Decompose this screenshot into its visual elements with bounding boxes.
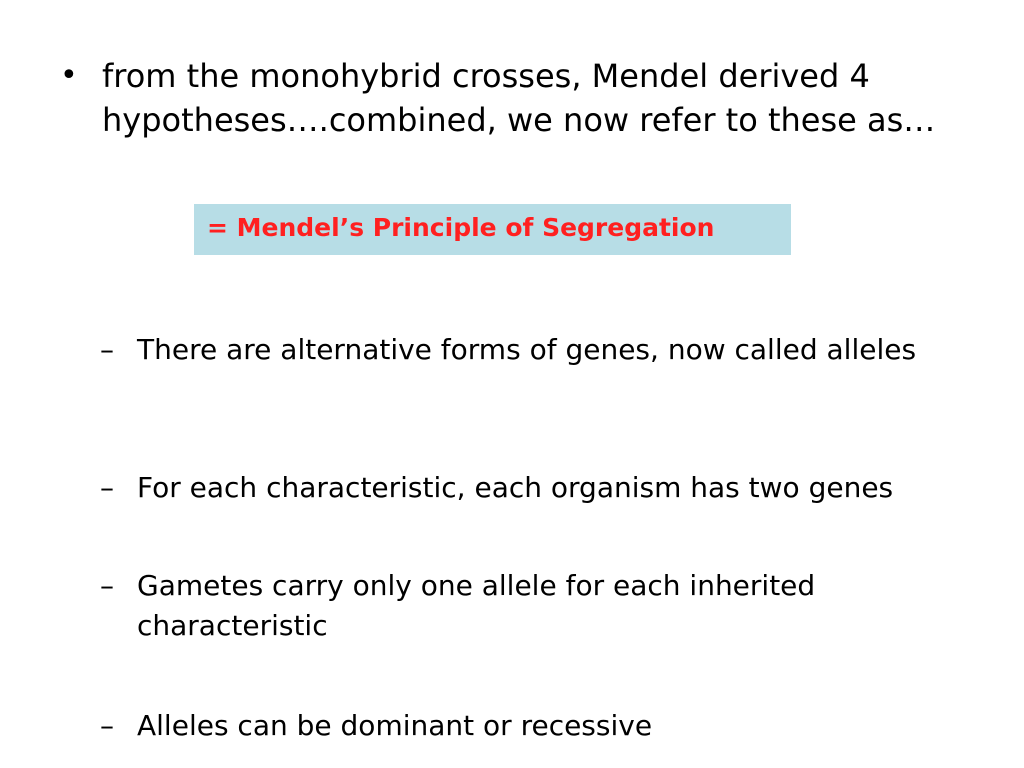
hypothesis-item (100, 330, 1000, 370)
hypothesis-item (100, 566, 1000, 646)
dash-marker: – (100, 709, 114, 742)
hypothesis-text: Alleles can be dominant or recessive (137, 709, 653, 742)
bullet-marker: • (60, 58, 78, 93)
dash-marker: – (100, 471, 114, 504)
hypothesis-item (100, 706, 1000, 746)
main-bullet-text: from the monohybrid crosses, Mendel derived 4 hypotheses….combined, we now refer to these as… (102, 57, 936, 139)
hypothesis-text: There are alternative forms of genes, now called alleles (137, 333, 917, 366)
dash-marker: – (100, 333, 114, 366)
main-bullet-point (60, 54, 980, 142)
hypothesis-text: For each characteristic, each organism has two genes (137, 471, 894, 504)
principle-highlight-box (194, 204, 791, 255)
hypothesis-text: Gametes carry only one allele for each inherited characteristic (137, 569, 816, 642)
dash-marker: – (100, 569, 114, 602)
hypothesis-item (100, 468, 1000, 508)
principle-highlight-text: = Mendel’s Principle of Segregation (207, 213, 715, 242)
